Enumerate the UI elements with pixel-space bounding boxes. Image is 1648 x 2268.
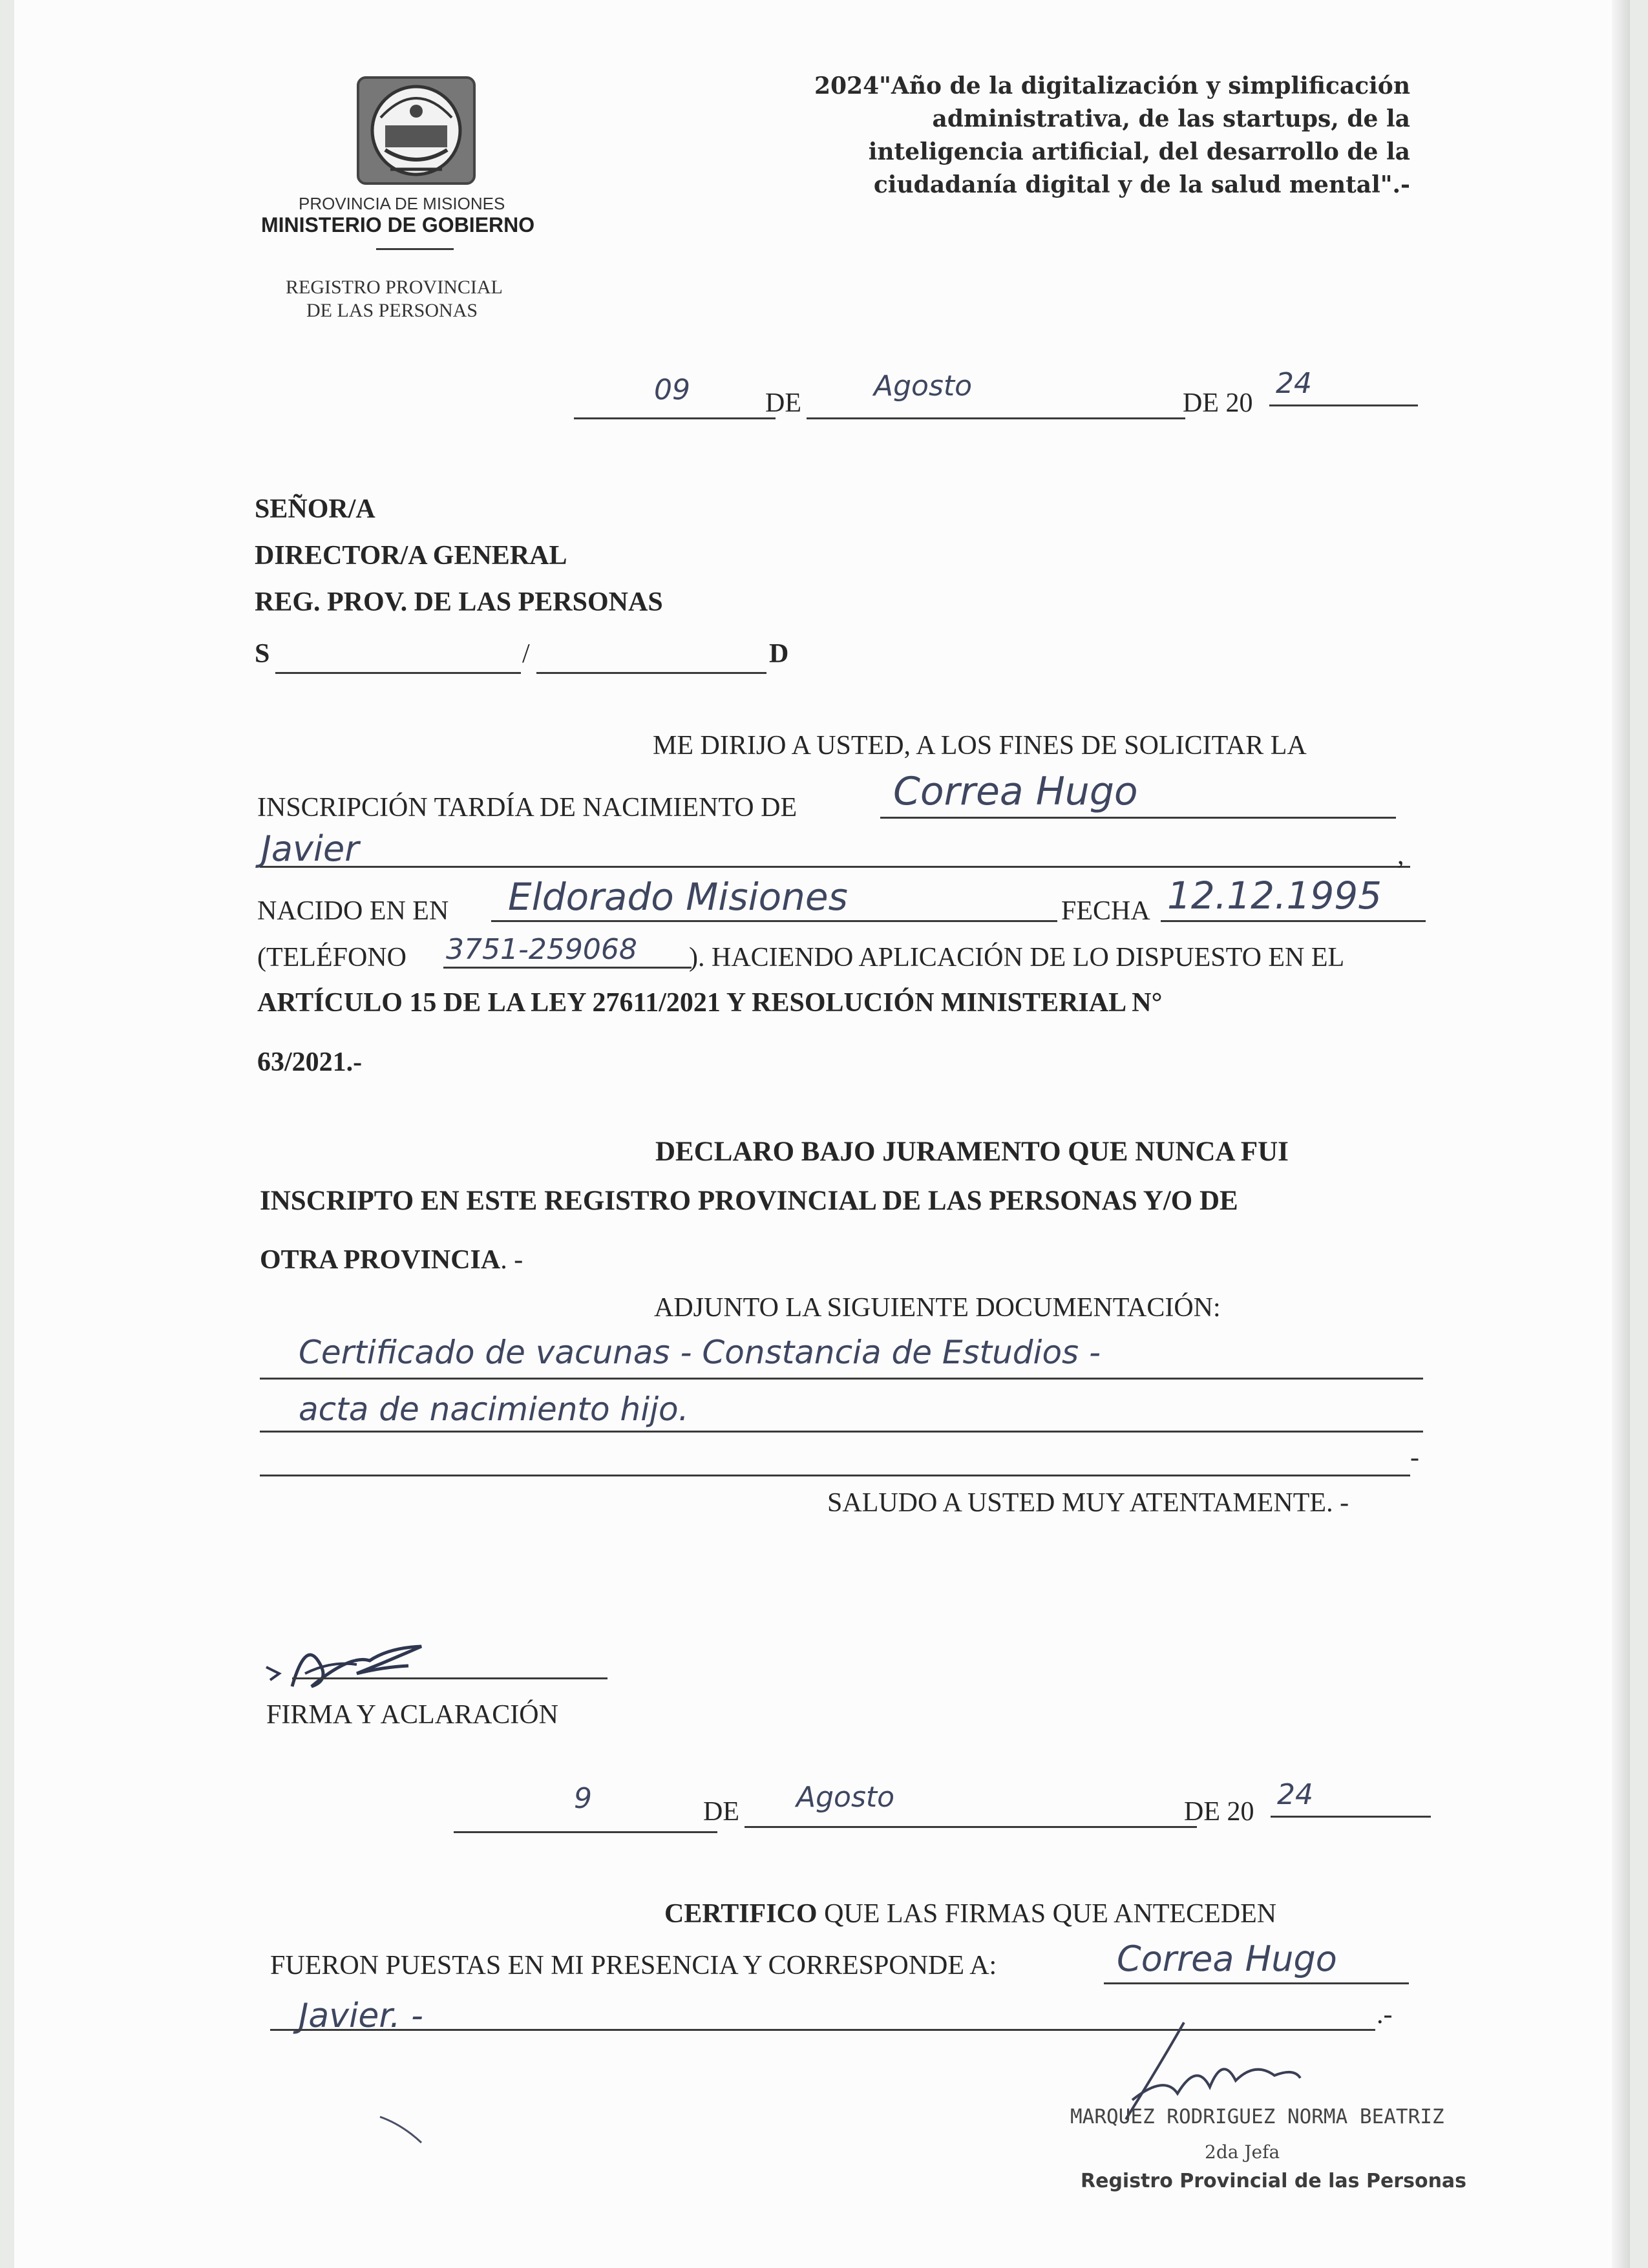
document-line-1 xyxy=(260,1378,1423,1380)
birth-date-value: 12.12.1995 xyxy=(1167,874,1382,918)
telephone-value: 3751-259068 xyxy=(446,933,637,966)
addressee-slash: / xyxy=(522,639,530,669)
handwritten-signature-icon xyxy=(260,1628,454,1699)
certified-name-blank-1 xyxy=(1104,1982,1409,1984)
born-place-blank xyxy=(491,920,1057,922)
day-blank-top xyxy=(574,417,776,419)
day-value-bottom: 9 xyxy=(574,1782,592,1815)
addressee-blank-1 xyxy=(275,672,521,674)
telephone-label: (TELÉFONO xyxy=(257,943,407,972)
name-blank-1 xyxy=(880,817,1396,819)
certifico-word: CERTIFICO xyxy=(664,1899,818,1929)
official-office: Registro Provincial de las Personas xyxy=(1081,2170,1467,2192)
oath-line-2: INSCRIPTO EN ESTE REGISTRO PROVINCIAL DE LAS PERSONAS Y/O DE xyxy=(260,1186,1238,1216)
oath-line-1: DECLARO BAJO JURAMENTO QUE NUNCA FUI xyxy=(655,1137,1289,1167)
certification-line-2: FUERON PUESTAS EN MI PRESENCIA Y CORRESPONDE A: xyxy=(270,1951,997,1980)
attachment-label: ADJUNTO LA SIGUIENTE DOCUMENTACIÓN: xyxy=(654,1293,1221,1323)
closing-text: SALUDO A USTED MUY ATENTAMENTE. - xyxy=(827,1488,1349,1518)
year-motto xyxy=(814,70,1410,202)
telephone-blank xyxy=(443,967,692,969)
document-line-1-value: Certificado de vacunas - Constancia de Estudios - xyxy=(299,1334,1101,1371)
addressee-line-3: REG. PROV. DE LAS PERSONAS xyxy=(255,587,663,617)
oath-end-mark: . - xyxy=(500,1245,523,1275)
addressee-line-1: SEÑOR/A xyxy=(255,494,375,524)
official-name: MARQUEZ RODRIGUEZ NORMA BEATRIZ xyxy=(1070,2105,1444,2128)
applicant-signature xyxy=(260,1628,454,1703)
month-value-top: Agosto xyxy=(874,370,973,403)
law-article: ARTÍCULO 15 DE LA LEY 27611/2021 Y RESOLUCIÓN MINISTERIAL N° xyxy=(257,988,1163,1018)
crest-text-top xyxy=(399,76,404,77)
year-motto-line-2: administrativa, de las startups, de la xyxy=(932,105,1410,132)
year-motto-line-3: inteligencia artificial, del desarrollo de la xyxy=(868,138,1410,165)
addressee-d: D xyxy=(769,639,789,669)
year-blank-bottom xyxy=(1271,1816,1431,1818)
name-blank-2 xyxy=(260,866,1410,868)
registry-line-1: REGISTRO PROVINCIAL xyxy=(286,277,503,298)
certified-name-value-1: Correa Hugo xyxy=(1117,1938,1337,1979)
de-label-1-bottom: DE xyxy=(703,1797,739,1827)
addressee-blank-2 xyxy=(536,672,766,674)
name-value-2: Javier xyxy=(261,828,359,869)
certification-line-1 xyxy=(664,1898,1276,1929)
addressee-line-2: DIRECTOR/A GENERAL xyxy=(255,541,567,571)
year-blank-top xyxy=(1269,404,1418,406)
resolution-number: 63/2021.- xyxy=(257,1047,363,1077)
document-line-3 xyxy=(260,1475,1410,1476)
oath-other-province: OTRA PROVINCIA xyxy=(260,1245,501,1275)
day-blank-bottom xyxy=(454,1831,717,1833)
registry-line-2: DE LAS PERSONAS xyxy=(306,300,478,321)
fecha-label: FECHA xyxy=(1061,896,1150,926)
month-value-bottom: Agosto xyxy=(796,1781,895,1814)
ministry-underline xyxy=(376,248,454,250)
year-value-bottom: 24 xyxy=(1277,1778,1313,1811)
certification-text-1: QUE LAS FIRMAS QUE ANTECEDEN xyxy=(817,1899,1277,1929)
signature-line xyxy=(292,1677,607,1679)
province-name: PROVINCIA DE MISIONES xyxy=(299,194,505,213)
certified-name-value-2: Javier. - xyxy=(299,1997,423,2035)
document-sheet xyxy=(14,0,1630,2268)
addressee-s: S xyxy=(255,639,270,669)
paper-edge-shadow xyxy=(1612,0,1630,2268)
inscription-label: INSCRIPCIÓN TARDÍA DE NACIMIENTO DE xyxy=(257,793,798,823)
oath-line-3 xyxy=(260,1244,523,1276)
month-blank-bottom xyxy=(745,1826,1197,1828)
birth-date-blank xyxy=(1161,920,1426,922)
certified-name-end: .- xyxy=(1377,2000,1393,2030)
born-label: NACIDO EN EN xyxy=(257,896,449,926)
telephone-rest: ). HACIENDO APLICACIÓN DE LO DISPUESTO EN EL xyxy=(689,943,1345,972)
name-value-1: Correa Hugo xyxy=(893,769,1138,814)
intro-text: ME DIRIJO A USTED, A LOS FINES DE SOLICITAR LA xyxy=(653,731,1307,761)
stray-pen-mark xyxy=(376,2113,434,2145)
official-title: 2da Jefa xyxy=(1205,2141,1280,2163)
year-motto-line-1: 2024"Año de la digitalización y simplificación xyxy=(814,72,1410,100)
de-20-label-bottom: DE 20 xyxy=(1184,1797,1254,1827)
ministry-name: MINISTERIO DE GOBIERNO xyxy=(261,213,535,236)
province-crest-icon xyxy=(345,72,487,189)
year-motto-line-4: ciudadanía digital y de la salud mental".- xyxy=(873,171,1410,198)
document-line-3-end: - xyxy=(1410,1443,1419,1473)
year-value-top: 24 xyxy=(1276,367,1312,400)
de-label-1-top: DE xyxy=(765,388,801,418)
day-value-top: 09 xyxy=(654,373,690,406)
document-line-2 xyxy=(260,1431,1423,1433)
born-place-value: Eldorado Misiones xyxy=(508,875,848,919)
de-20-label-top: DE 20 xyxy=(1183,388,1253,418)
name-comma: , xyxy=(1397,841,1404,870)
document-line-2-value: acta de nacimiento hijo. xyxy=(299,1391,689,1428)
signature-label: FIRMA Y ACLARACIÓN xyxy=(266,1700,558,1730)
month-blank-top xyxy=(807,417,1185,419)
province-crest xyxy=(345,72,487,192)
